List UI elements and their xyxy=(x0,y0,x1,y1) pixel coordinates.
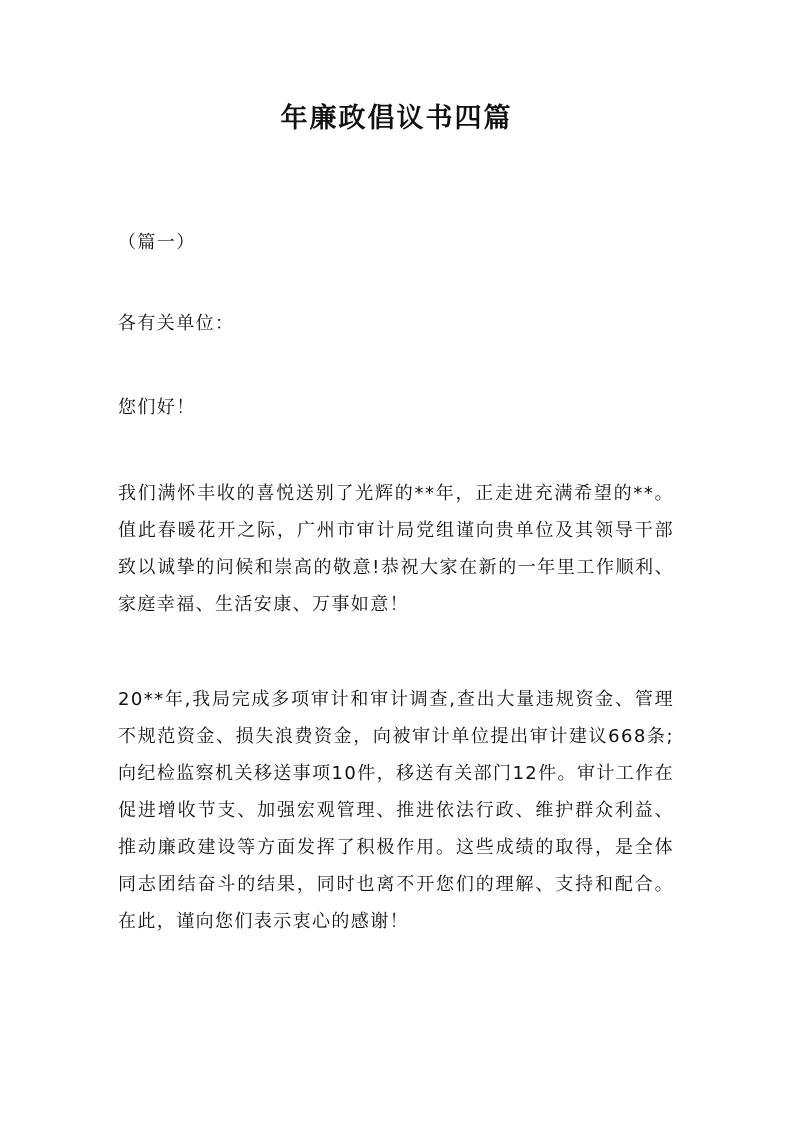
greeting: 您们好！ xyxy=(118,397,196,418)
paragraph-2: 20**年,我局完成多项审计和审计调查,查出大量违规资金、管理不规范资金、损失浪费资金，向被审计单位提出审计建议668条;向纪检监察机关移送事项10件，移送有关部门12件。审计工作在促进增收节支、加强宏观管理、推进依法行政、维护群众利益、推动廉政建设等方面发挥了积极作用。这些成绩的取得，是全体同志团结奋斗的结果，同时也离不开您们的理解、支持和配合。在此，谨向您们表示衷心的感谢！ xyxy=(118,689,674,932)
section-label: （篇一） xyxy=(118,232,196,253)
paragraph-1: 我们满怀丰收的喜悦送别了光辉的**年，正走进充满希望的**。值此春暖花开之际，广州市审计局党组谨向贵单位及其领导干部致以诚挚的问候和崇高的敬意!恭祝大家在新的一年里工作顺利、家庭幸福、生活安康、万事如意！ xyxy=(118,483,674,615)
document-title: 年廉政倡议书四篇 xyxy=(280,103,513,134)
salutation: 各有关单位： xyxy=(118,313,235,334)
